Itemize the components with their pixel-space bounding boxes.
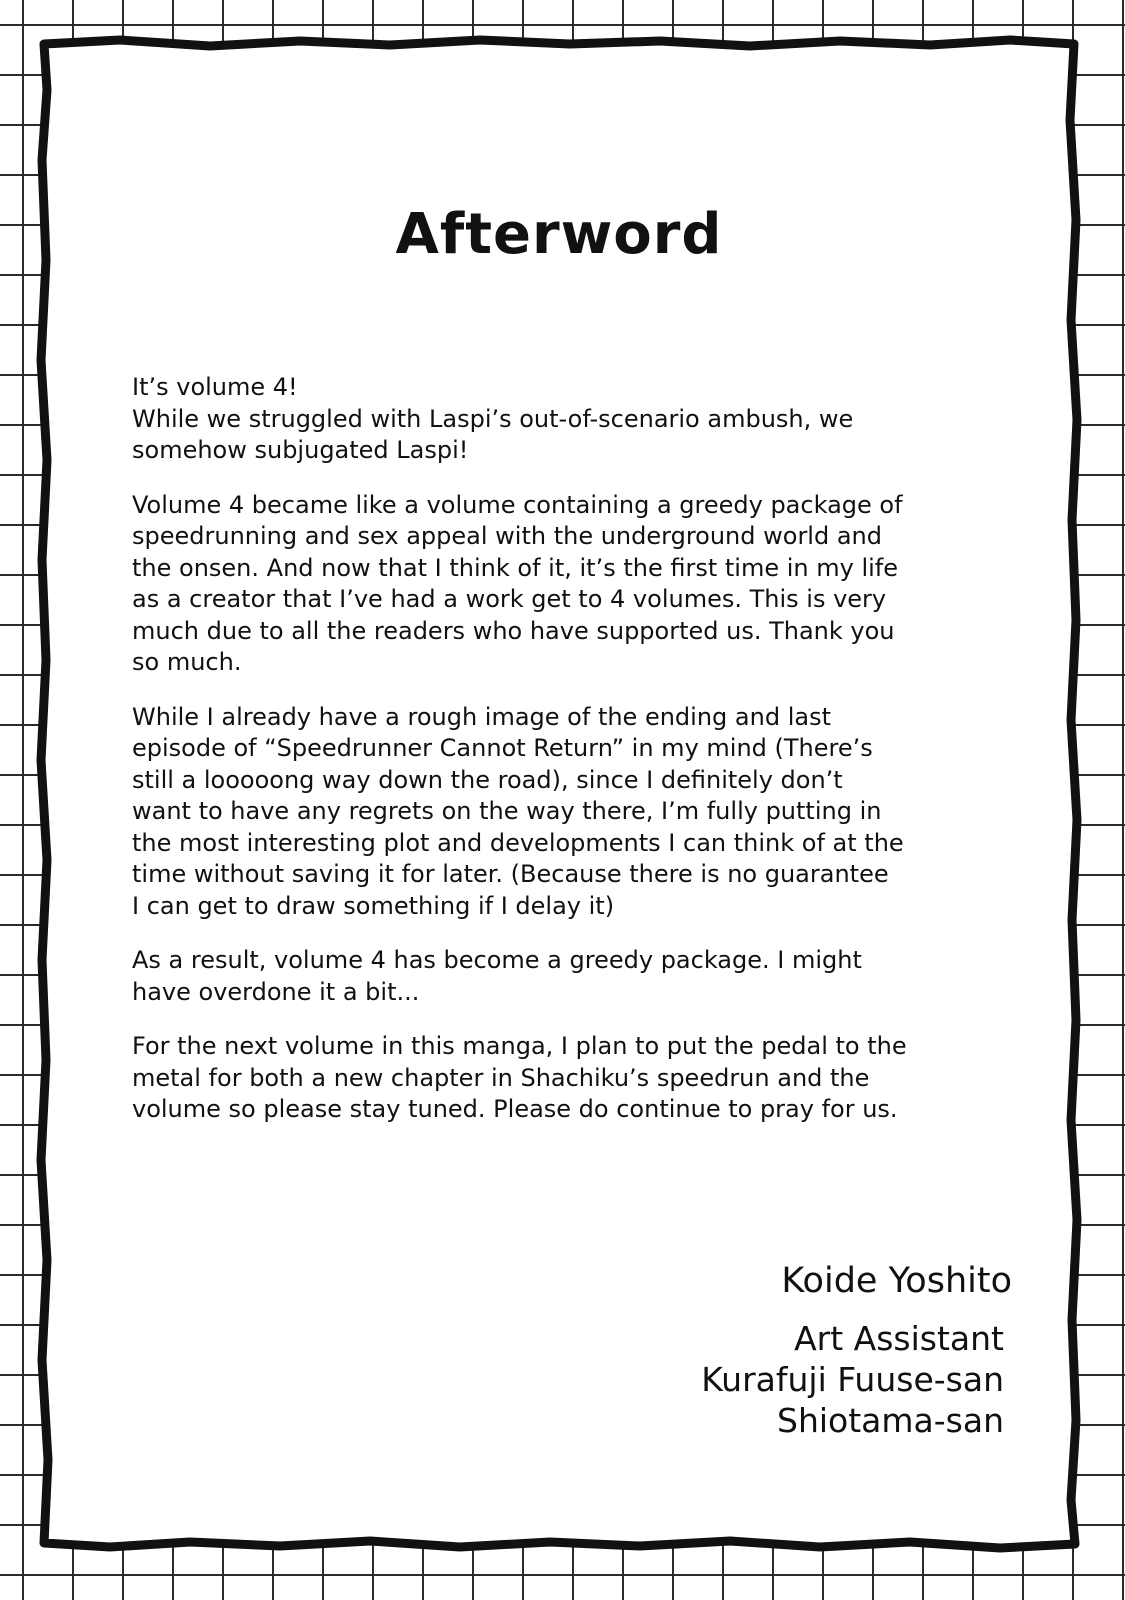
text-line: episode of “Speedrunner Cannot Return” in my mind (There’s bbox=[132, 734, 873, 762]
text-line: Volume 4 became like a volume containing a greedy package of bbox=[132, 490, 903, 519]
text-line: the onsen. And now that I think of it, it’s the first time in my life bbox=[132, 553, 898, 582]
text-line: I can get to draw something if I delay it) bbox=[132, 891, 615, 920]
paragraph-result bbox=[132, 945, 1007, 1008]
text-line: still a looooong way down the road), since I definitely don’t bbox=[132, 765, 843, 794]
text-line: While I already have a rough image of the ending and last bbox=[132, 702, 831, 731]
text-line: the most interesting plot and developments I can think of at the bbox=[132, 828, 904, 857]
paragraph-ending bbox=[132, 702, 1007, 923]
text-line: For the next volume in this manga, I plan to put the pedal to the bbox=[132, 1032, 907, 1060]
text-line: volume so please stay tuned. Please do continue to pray for us. bbox=[132, 1095, 898, 1123]
assistant-heading: Art Assistant bbox=[794, 1319, 1004, 1358]
page-title: Afterword bbox=[395, 202, 723, 267]
text-line: It’s volume 4! bbox=[132, 373, 298, 401]
assistant-name: Kurafuji Fuuse-san bbox=[701, 1360, 1004, 1399]
author-name: Koide Yoshito bbox=[781, 1261, 1012, 1301]
afterword-body bbox=[132, 372, 1007, 1149]
text-line: so much. bbox=[132, 648, 242, 676]
afterword-panel bbox=[44, 42, 1074, 1542]
text-line: time without saving it for later. (Because there is no guarantee bbox=[132, 860, 889, 888]
text-line: metal for both a new chapter in Shachiku’s speedrun and the bbox=[132, 1063, 870, 1092]
credits bbox=[701, 1260, 1014, 1441]
text-line: speedrunning and sex appeal with the underground world and bbox=[132, 522, 882, 550]
text-line: much due to all the readers who have supported us. Thank you bbox=[132, 616, 895, 645]
text-line: want to have any regrets on the way there, I’m fully putting in bbox=[132, 797, 882, 825]
text-line: have overdone it a bit... bbox=[132, 977, 420, 1006]
paragraph-next-volume bbox=[132, 1031, 1007, 1126]
text-line: As a result, volume 4 has become a greedy package. I might bbox=[132, 946, 862, 974]
assistant-name: Shiotama-san bbox=[777, 1401, 1004, 1440]
paragraph-intro bbox=[132, 372, 1007, 467]
text-line: somehow subjugated Laspi! bbox=[132, 436, 469, 464]
paragraph-volume-four bbox=[132, 490, 1007, 679]
text-line: While we struggled with Laspi’s out-of-scenario ambush, we bbox=[132, 404, 854, 433]
text-line: as a creator that I’ve had a work get to 4 volumes. This is very bbox=[132, 585, 887, 613]
